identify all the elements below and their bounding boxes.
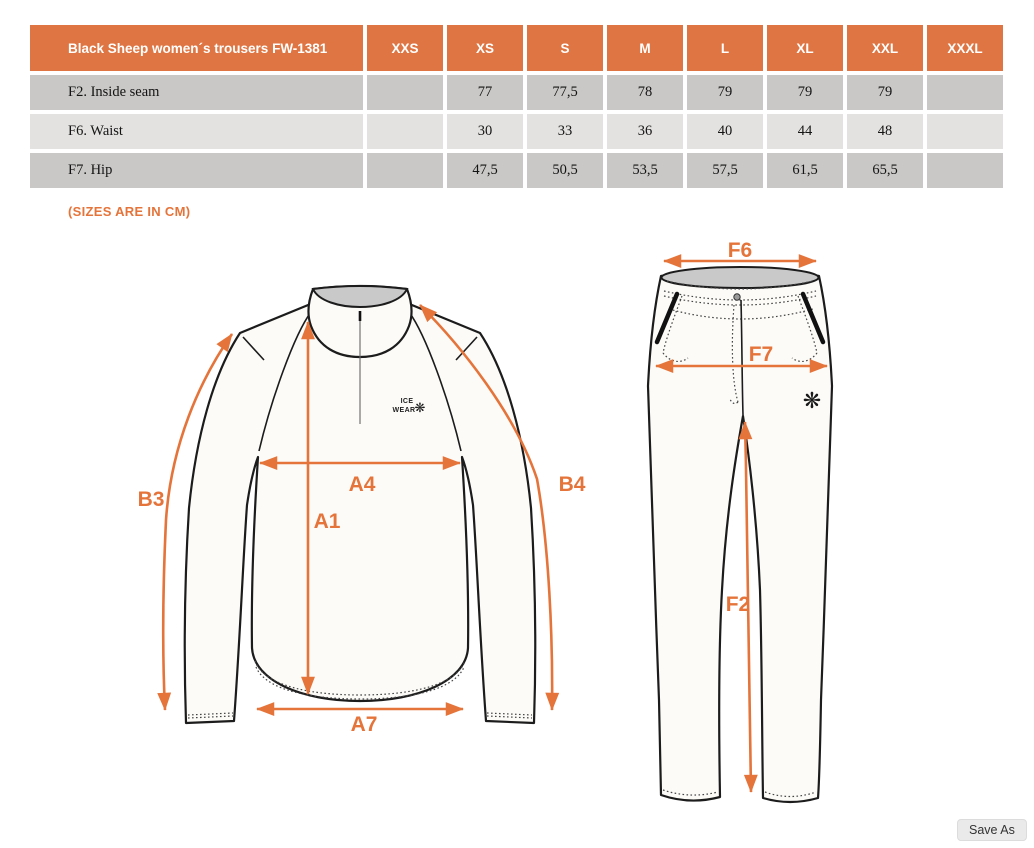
size-value-cell: 65,5 bbox=[847, 153, 923, 188]
size-value-cell: 57,5 bbox=[687, 153, 763, 188]
size-value-cell: 48 bbox=[847, 114, 923, 149]
icewear-logo-line1: ICE bbox=[400, 398, 414, 405]
size-value-cell: 79 bbox=[767, 75, 843, 110]
snowflake-icon: ❋ bbox=[802, 389, 822, 414]
size-value-cell: 44 bbox=[767, 114, 843, 149]
size-value-cell: 36 bbox=[607, 114, 683, 149]
sizes-in-cm-note: (SIZES ARE IN CM) bbox=[68, 204, 191, 219]
size-col-xs: XS bbox=[447, 25, 523, 71]
size-value-cell: 77 bbox=[447, 75, 523, 110]
size-col-xl: XL bbox=[767, 25, 843, 71]
measure-label-a1: A1 bbox=[313, 510, 341, 533]
measure-label-b4: B4 bbox=[558, 473, 586, 496]
size-value-cell: 47,5 bbox=[447, 153, 523, 188]
size-value-cell: 79 bbox=[687, 75, 763, 110]
size-value-cell: 77,5 bbox=[527, 75, 603, 110]
trousers-body-outline bbox=[648, 269, 832, 802]
size-value-cell: 33 bbox=[527, 114, 603, 149]
measure-label-a4: A4 bbox=[348, 473, 376, 496]
size-value-cell: 61,5 bbox=[767, 153, 843, 188]
measure-label-f7: F7 bbox=[748, 343, 774, 366]
row-label: F2. Inside seam bbox=[30, 75, 363, 110]
row-label: F6. Waist bbox=[30, 114, 363, 149]
size-value-cell: 40 bbox=[687, 114, 763, 149]
measure-label-f6: F6 bbox=[727, 239, 753, 262]
size-value-cell: 78 bbox=[607, 75, 683, 110]
save-as-button[interactable]: Save As bbox=[957, 819, 1027, 841]
shirt-drawing bbox=[138, 286, 586, 736]
icewear-logo-line2: WEAR bbox=[392, 407, 416, 414]
table-title: Black Sheep women´s trousers FW-1381 bbox=[30, 25, 363, 71]
measure-label-b3: B3 bbox=[137, 488, 165, 511]
size-col-xxl: XXL bbox=[847, 25, 923, 71]
measure-label-f2: F2 bbox=[725, 593, 751, 616]
size-value-cell: 30 bbox=[447, 114, 523, 149]
size-col-xxs: XXS bbox=[367, 25, 443, 71]
size-col-m: M bbox=[607, 25, 683, 71]
size-col-xxxl: XXXL bbox=[927, 25, 1003, 71]
size-value-cell: 53,5 bbox=[607, 153, 683, 188]
size-col-s: S bbox=[527, 25, 603, 71]
size-col-l: L bbox=[687, 25, 763, 71]
waist-button bbox=[734, 294, 740, 300]
trousers-drawing bbox=[648, 239, 832, 802]
size-value-cell: 79 bbox=[847, 75, 923, 110]
measure-label-a7: A7 bbox=[350, 713, 378, 736]
snowflake-icon: ❋ bbox=[414, 401, 426, 416]
size-value-cell: 50,5 bbox=[527, 153, 603, 188]
row-label: F7. Hip bbox=[30, 153, 363, 188]
